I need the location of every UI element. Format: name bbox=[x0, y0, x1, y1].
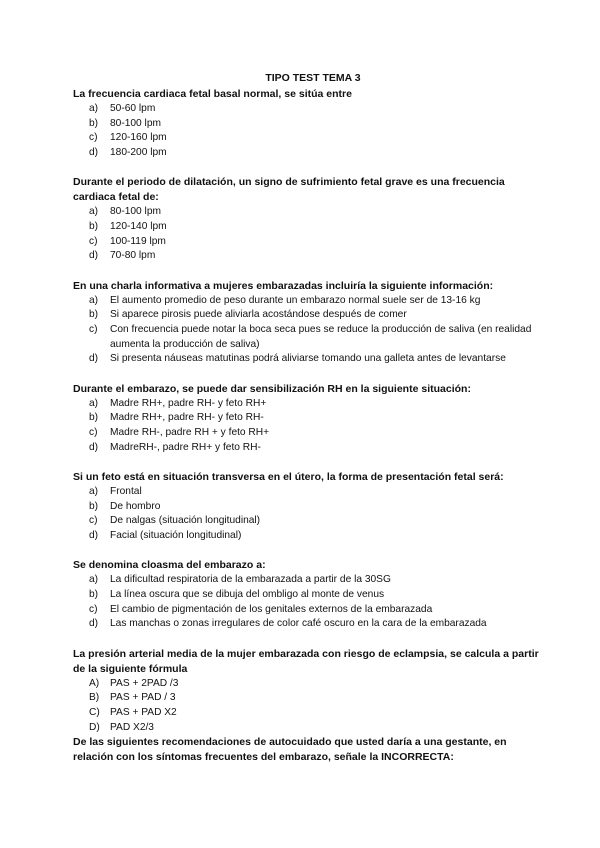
option-letter: a) bbox=[89, 574, 99, 586]
option-letter: d) bbox=[89, 618, 99, 630]
option-item bbox=[73, 706, 543, 721]
option-list bbox=[73, 294, 543, 367]
option-list bbox=[73, 102, 543, 160]
spacer bbox=[73, 264, 543, 279]
option-item bbox=[73, 529, 543, 544]
spacer bbox=[73, 543, 543, 558]
option-list bbox=[73, 677, 543, 735]
option-text: Madre RH+, padre RH- y feto RH- bbox=[110, 412, 264, 424]
option-letter: d) bbox=[89, 529, 99, 541]
option-letter: c) bbox=[89, 515, 98, 527]
option-text: La dificultad respiratoria de la embarazada a partir de la 30SG bbox=[110, 574, 391, 586]
option-text: 80-100 lpm bbox=[110, 206, 161, 218]
option-text: Madre RH+, padre RH- y feto RH+ bbox=[110, 397, 267, 409]
option-letter: c) bbox=[89, 132, 98, 144]
option-item bbox=[73, 426, 543, 441]
option-letter: A) bbox=[89, 677, 100, 689]
option-letter: b) bbox=[89, 412, 99, 424]
option-item bbox=[73, 603, 543, 618]
option-item bbox=[73, 397, 543, 412]
question-text: Durante el periodo de dilatación, un signo de sufrimiento fetal grave es una frecuencia cardiaca fetal de: bbox=[73, 176, 505, 204]
option-letter: c) bbox=[89, 426, 98, 438]
question-6 bbox=[73, 558, 543, 631]
option-item bbox=[73, 573, 543, 588]
option-text: 80-100 lpm bbox=[110, 117, 161, 129]
question-7 bbox=[73, 647, 543, 735]
document-title: TIPO TEST TEMA 3 bbox=[265, 72, 361, 84]
option-item bbox=[73, 411, 543, 426]
option-letter: C) bbox=[89, 707, 100, 719]
question-text: Si un feto está en situación transversa en el útero, la forma de presentación fetal será: bbox=[73, 471, 504, 484]
option-text: La línea oscura que se dibuja del ombligo al monte de venus bbox=[110, 589, 385, 601]
question-text: Durante el embarazo, se puede dar sensibilización RH en la siguiente situación: bbox=[73, 382, 471, 395]
option-letter: a) bbox=[89, 206, 99, 218]
option-item bbox=[73, 294, 543, 309]
question-5 bbox=[73, 470, 543, 543]
option-text: El cambio de pigmentación de los genitales externos de la embarazada bbox=[110, 603, 433, 615]
option-item bbox=[73, 441, 543, 456]
option-letter: b) bbox=[89, 500, 99, 512]
option-text: 100-119 lpm bbox=[110, 235, 166, 247]
option-list bbox=[73, 205, 543, 263]
question-3 bbox=[73, 279, 543, 367]
option-text: El aumento promedio de peso durante un embarazo normal suele ser de 13-16 kg bbox=[110, 294, 481, 306]
option-item bbox=[73, 131, 543, 146]
option-text: 120-140 lpm bbox=[110, 220, 167, 232]
option-letter: b) bbox=[89, 309, 99, 321]
option-text: 120-160 lpm bbox=[110, 132, 167, 144]
option-text: MadreRH-, padre RH+ y feto RH- bbox=[110, 441, 261, 453]
option-item bbox=[73, 617, 543, 632]
option-text: De hombro bbox=[110, 500, 161, 512]
option-item bbox=[73, 117, 543, 132]
option-letter: c) bbox=[89, 603, 98, 615]
option-letter: b) bbox=[89, 117, 99, 129]
option-text: Frontal bbox=[110, 486, 142, 498]
option-letter: d) bbox=[89, 441, 99, 453]
option-list bbox=[73, 485, 543, 543]
option-item bbox=[73, 677, 543, 692]
option-list bbox=[73, 573, 543, 631]
option-item bbox=[73, 308, 543, 323]
option-item bbox=[73, 721, 543, 736]
question-text: La presión arterial media de la mujer embarazada con riesgo de eclampsia, se calcula a partir de la siguiente fórmula bbox=[73, 647, 539, 675]
option-letter: B) bbox=[89, 692, 100, 704]
spacer bbox=[73, 160, 543, 175]
option-item bbox=[73, 500, 543, 515]
option-item bbox=[73, 102, 543, 117]
question-1 bbox=[73, 87, 543, 160]
question-4 bbox=[73, 382, 543, 455]
option-item bbox=[73, 485, 543, 500]
spacer bbox=[73, 455, 543, 470]
spacer bbox=[73, 367, 543, 382]
option-item bbox=[73, 691, 543, 706]
option-text: Madre RH-, padre RH + y feto RH+ bbox=[110, 426, 270, 438]
option-text: Las manchas o zonas irregulares de color café oscuro en la cara de la embarazada bbox=[110, 618, 487, 630]
option-text: Con frecuencia puede notar la boca seca pues se reduce la producción de saliva (en realidad aumenta la producción de saliva) bbox=[110, 323, 532, 350]
option-letter: a) bbox=[89, 486, 99, 498]
option-item bbox=[73, 205, 543, 220]
option-text: PAS + PAD / 3 bbox=[110, 692, 176, 704]
option-text: Facial (situación longitudinal) bbox=[110, 529, 242, 541]
option-item bbox=[73, 352, 543, 367]
option-text: PAS + 2PAD /3 bbox=[110, 677, 179, 689]
option-text: Si aparece pirosis puede aliviarla acostándose después de comer bbox=[110, 309, 407, 321]
document-page bbox=[73, 71, 543, 765]
option-letter: b) bbox=[89, 220, 99, 232]
option-text: PAD X2/3 bbox=[110, 721, 154, 733]
option-item bbox=[73, 220, 543, 235]
option-letter: D) bbox=[89, 721, 100, 733]
option-letter: d) bbox=[89, 250, 99, 262]
question-2 bbox=[73, 175, 543, 263]
option-letter: d) bbox=[89, 353, 99, 365]
question-8 bbox=[73, 735, 543, 765]
spacer bbox=[73, 632, 543, 647]
option-text: 180-200 lpm bbox=[110, 146, 167, 158]
option-letter: a) bbox=[89, 397, 99, 409]
option-text: Si presenta náuseas matutinas podrá aliviarse tomando una galleta antes de levantarse bbox=[110, 353, 506, 365]
option-letter: a) bbox=[89, 103, 99, 114]
option-letter: c) bbox=[89, 323, 98, 335]
option-letter: d) bbox=[89, 146, 99, 158]
question-text: De las siguientes recomendaciones de autocuidado que usted daría a una gestante, en relación con los síntomas frecuentes del embarazo, señale la INCORRECTA: bbox=[73, 736, 507, 764]
option-item bbox=[73, 588, 543, 603]
question-text: Se denomina cloasma del embarazo a: bbox=[73, 559, 266, 572]
question-text: La frecuencia cardiaca fetal basal normal, se sitúa entre bbox=[73, 88, 352, 100]
option-list bbox=[73, 397, 543, 455]
option-item bbox=[73, 146, 543, 161]
option-text: 70-80 lpm bbox=[110, 250, 156, 262]
option-item bbox=[73, 235, 543, 250]
question-text: En una charla informativa a mujeres embarazadas incluiría la siguiente información: bbox=[73, 279, 494, 292]
option-letter: c) bbox=[89, 235, 98, 247]
option-text: PAS + PAD X2 bbox=[110, 707, 177, 719]
option-item bbox=[73, 323, 543, 352]
option-item bbox=[73, 514, 543, 529]
option-text: 50-60 lpm bbox=[110, 103, 156, 114]
option-text: De nalgas (situación longitudinal) bbox=[110, 515, 261, 527]
option-letter: a) bbox=[89, 294, 99, 306]
option-item bbox=[73, 249, 543, 264]
option-letter: b) bbox=[89, 589, 99, 601]
